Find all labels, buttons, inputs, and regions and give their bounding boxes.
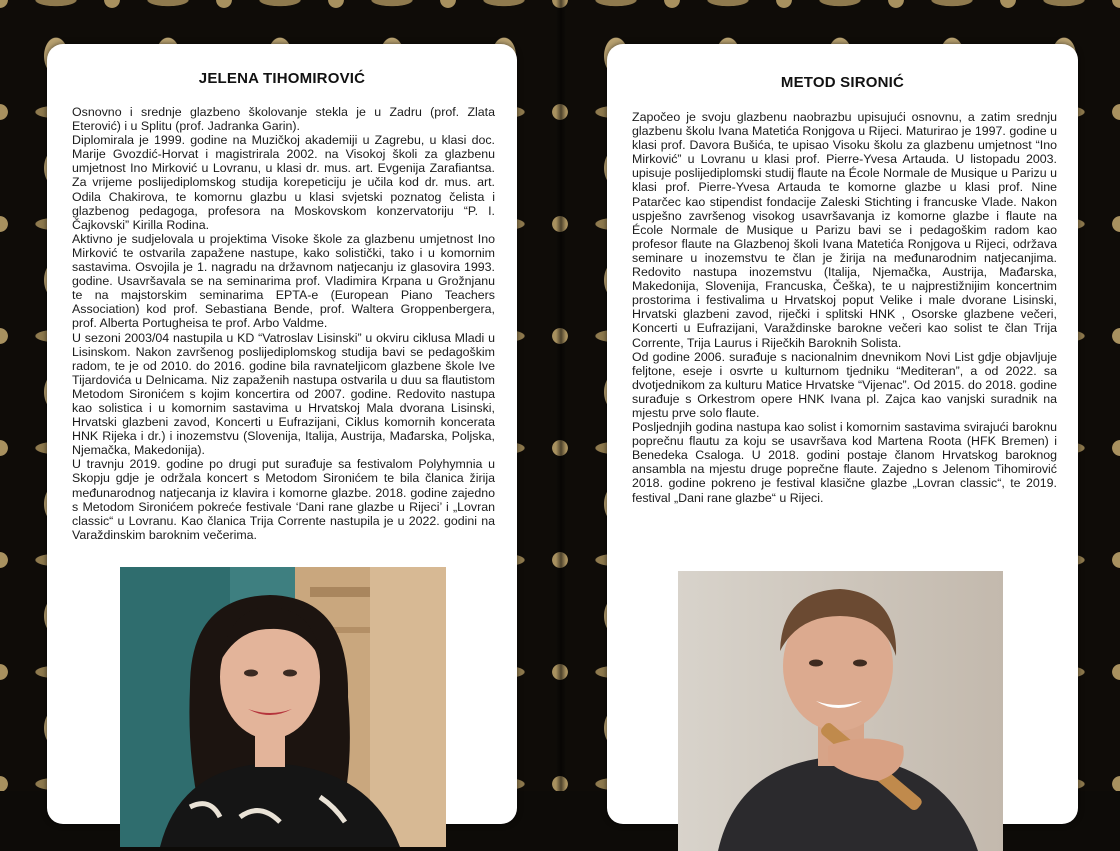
left-bio-card: [47, 44, 517, 824]
left-bio-text: [72, 105, 495, 542]
right-bio-title: METOD SIRONIĆ: [780, 74, 905, 91]
left-bio-paragraph: U travnju 2019. godine po drugi put surađuje sa festivalom Polyhymnia u Skopju gdje je održala koncert s Metodom Sironićem te bila članica žirija međunarodnog natjecanja iz klavira i komorne glazbe. 2018. godine zajedno s Metodom Sironićem pokreće festivale ‘Dani rane glazbe u Rijeci’ i „Lovran classic“ u Lovranu. Kao članica Trija Corrente nastupila je u 2022. godini na Varaždinskim baroknim večerima.: [72, 457, 495, 542]
left-bio-paragraph: Aktivno je sudjelovala u projektima Visoke škole za glazbenu umjetnost Ino Mirković te ostvarila zapažene nastupe, kako solistički, tako i u komornim sastavima. Osvojila je 1. nagradu na državnom natjecanju iz glasovira 1993. godine. Usavršavala se na seminarima prof. Vladimira Krpana u Grožnjanu te na majstorskim seminarima EPTA-e (European Piano Teachers Association) kod prof. Sebastiana Bende, prof. Waltera Groppenbergera, prof. Alberta Portugheisa te prof. Arbo Valdme.: [72, 231, 495, 331]
left-bio-title: JELENA TIHOMIROVIĆ: [198, 70, 366, 87]
left-bio-paragraph: U sezoni 2003/04 nastupila u KD “Vatroslav Lisinski” u okviru ciklusa Mladi u Lisinskom. Nakon završenog poslijediplomskog studija bavi se pedagoškim radom, te je od 2010. do 2016. godine bila ravnateljicom glazbene škole Ive Tijardovića u Delnicama. Niz zapaženih nastupa ostvarila u duu sa flautistom Metodom Sironićem s kojim koncertira od 2007. godine. Redovito nastupa kao solistica i u komornim sastavima u Hrvatskoj Mala dvorana Lisinski, Hrvatski glazbeni zavod, Koncerti u Eufrazijani, Ciklus komornih koncerata HNK Rijeka i dr.) i inozemstvu (Slovenija, Italija, Austrija, Mađarska, Poljska, Njemačka, Makedonija).: [72, 330, 495, 458]
right-bio-paragraph: Započeo je svoju glazbenu naobrazbu upisujući osnovnu, a zatim srednju glazbenu školu Ivana Matetića Ronjgova u Rijeci. Maturirao je 1997. godine u klasi prof. Davora Bušića, te upisao Visoku školu za glazbenu umjetnost “Ino Mirković” u Lovranu u klasi prof. Pierre-Yvesa Artauda. U listopadu 2003. upisuje poslijediplomski studij flaute na École Normale de Musique u Parizu u klasi prof. Pierre-Yvesa Artauda te komorne glazbe u klasi prof. Nine Patarčec kao stipendist fondacije Zaleski Stichting i francuske Vlade. Nakon uspješno završenog visokog usavršavanja iz komorne glazbe i flaute na École Normale de Musique u Parizu bavi se i pedagoškim radom kao profesor flaute na Glazbenoj školi Ivana Matetića Ronjgova u Rijeci, održava seminare u inozemstvu te član je žirija na međunarodnim natjecanjima. Redovito nastupa inozemstvu (Italija, Njemačka, Austrija, Mađarska, Makedonija, Slovenija, Francuska, Češka), te u najprestižnijim koncertnim prostorima i festivalima u Hrvatskoj poput Velike i male dvorane Lisinski, Hrvatski glazbeni zavod, riječki i splitski HNK , Osorske glazbene večeri, Koncerti u Eufrazijani, Varaždinske barokne večeri kao solist te član Trija Corrente, Trija Laurus i Riječkih Baroknih Solista.: [632, 110, 1057, 350]
portrait-photo-metod: [678, 571, 1003, 851]
left-bio-paragraph: Osnovno i srednje glazbeno školovanje stekla je u Zadru (prof. Zlata Eterović) i u Splitu (prof. Jadranka Garin).: [72, 105, 495, 134]
page-spine: [556, 0, 566, 791]
portrait-photo-jelena: [120, 567, 446, 847]
right-bio-paragraph: Od godine 2006. surađuje s nacionalnim dnevnikom Novi List gdje objavljuje feljtone, eseje i osvrte u kulturnom tjedniku “Mediteran”, a od 2022. sa dvotjednikom za kulturu Matice Hrvatske “Vijenac”. Od 2015. do 2018. godine surađuje s Orkestrom opere HNK Ivana pl. Zajca kao vanjski suradnik na mjestu prve solo flaute.: [632, 349, 1057, 420]
left-bio-paragraph: Diplomirala je 1999. godine na Muzičkoj akademiji u Zagrebu, u klasi doc. Marije Gvozdić-Horvat i magistrirala 2002. na Visokoj školi za glazbenu umjetnost Ino Mirković u Lovranu, u klasi dr. mus. art. Evgenija Zarafiantsa. Za vrijeme poslijediplomskog studija korepeticiju je učila kod dr. mus. art. Odila Chakirova, te komornu glazbu u klasi svjetski poznatog čelista i glazbenog pedagoga, profesora na Moskovskom konzervatoriju “P. I. Čajkovski” Kirilla Rodina.: [72, 133, 495, 232]
right-bio-card: [607, 44, 1078, 824]
right-bio-paragraph: Posljednjih godina nastupa kao solist i komornim sastavima svirajući baroknu poprečnu flautu za koju se usavršava kod Martena Roota (HFK Bremen) i Benedeka Csaloga. U 2018. godini postaje članom Hrvatskog baroknog ansambla na mjestu druge poprečne flaute. Zajedno s Jelenom Tihomirović 2018. godine pokreno je festival klasične glazbe „Lovran classic“, te 2019. festival „Dani rane glazbe“ u Rijeci.: [632, 420, 1057, 505]
right-bio-text: [632, 110, 1057, 505]
